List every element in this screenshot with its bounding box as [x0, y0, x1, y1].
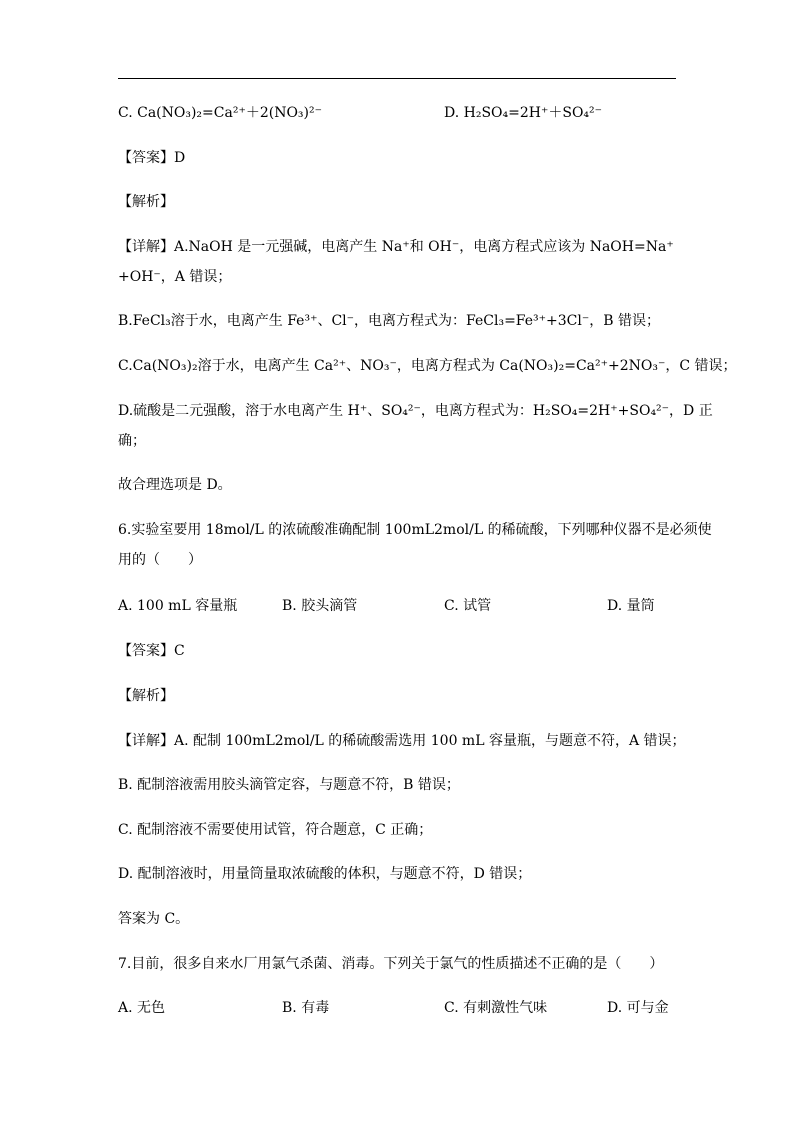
q5-detail-line: 确； — [118, 433, 146, 449]
q6-option-a: A. 100 mL 容量瓶 — [118, 598, 238, 614]
q5-detail-line: D.硫酸是二元强酸，溶于水电离产生 H⁺、SO₄²⁻，电离方程式为：H₂SO₄=2H⁺+SO₄²⁻，D 正 — [118, 403, 713, 419]
q6-option-d: D. 量筒 — [607, 598, 655, 614]
q7-option-c: C. 有刺激性气味 — [444, 1000, 548, 1016]
q6-option-b: B. 胶头滴管 — [282, 598, 358, 614]
q7-option-a: A. 无色 — [118, 1000, 166, 1016]
q5-detail-line: 【详解】A.NaOH 是一元强碱，电离产生 Na⁺和 OH⁻，电离方程式应该为 NaOH=Na⁺ — [118, 239, 674, 255]
q5-option-d: D. H₂SO₄=2H⁺＋SO₄²⁻ — [444, 105, 603, 121]
q6-answer: 【答案】C — [118, 643, 185, 659]
q7-option-d: D. 可与金 — [607, 1000, 669, 1016]
q6-detail-line: D. 配制溶液时，用量筒量取浓硫酸的体积，与题意不符，D 错误； — [118, 866, 532, 882]
q7-stem: 7.目前，很多自来水厂用氯气杀菌、消毒。下列关于氯气的性质描述不正确的是（ ） — [118, 956, 664, 972]
q6-conclusion: 答案为 C。 — [118, 911, 190, 927]
q6-option-c: C. 试管 — [444, 598, 492, 614]
q5-option-c: C. Ca(NO₃)₂=Ca²⁺＋2(NO₃)²⁻ — [118, 105, 323, 121]
q6-stem-cont: 用的（ ） — [118, 552, 202, 568]
q5-analysis-label: 【解析】 — [118, 194, 174, 210]
q5-answer: 【答案】D — [118, 150, 186, 166]
q5-detail-line: B.FeCl₃溶于水，电离产生 Fe³⁺、Cl⁻，电离方程式为：FeCl₃=Fe³⁺+3Cl⁻，B 错误； — [118, 313, 660, 329]
q5-detail-line: +OH⁻，A 错误； — [118, 269, 232, 285]
q6-detail-line: 【详解】A. 配制 100mL2mol/L 的稀硫酸需选用 100 mL 容量瓶，与题意不符，A 错误； — [118, 733, 686, 749]
q7-option-b: B. 有毒 — [282, 1000, 330, 1016]
q5-detail-line: C.Ca(NO₃)₂溶于水，电离产生 Ca²⁺、NO₃⁻，电离方程式为 Ca(NO₃)₂=Ca²⁺+2NO₃⁻，C 错误； — [118, 358, 737, 374]
q6-detail-line: C. 配制溶液不需要使用试管，符合题意，C 正确； — [118, 822, 433, 838]
q6-analysis-label: 【解析】 — [118, 688, 174, 704]
q6-stem: 6.实验室要用 18mol/L 的浓硫酸准确配制 100mL2mol/L 的稀硫酸，下列哪种仪器不是必须使 — [118, 522, 712, 538]
header-rule — [118, 78, 676, 79]
q6-detail-line: B. 配制溶液需用胶头滴管定容，与题意不符，B 错误； — [118, 777, 460, 793]
q5-conclusion: 故合理选项是 D。 — [118, 477, 232, 493]
